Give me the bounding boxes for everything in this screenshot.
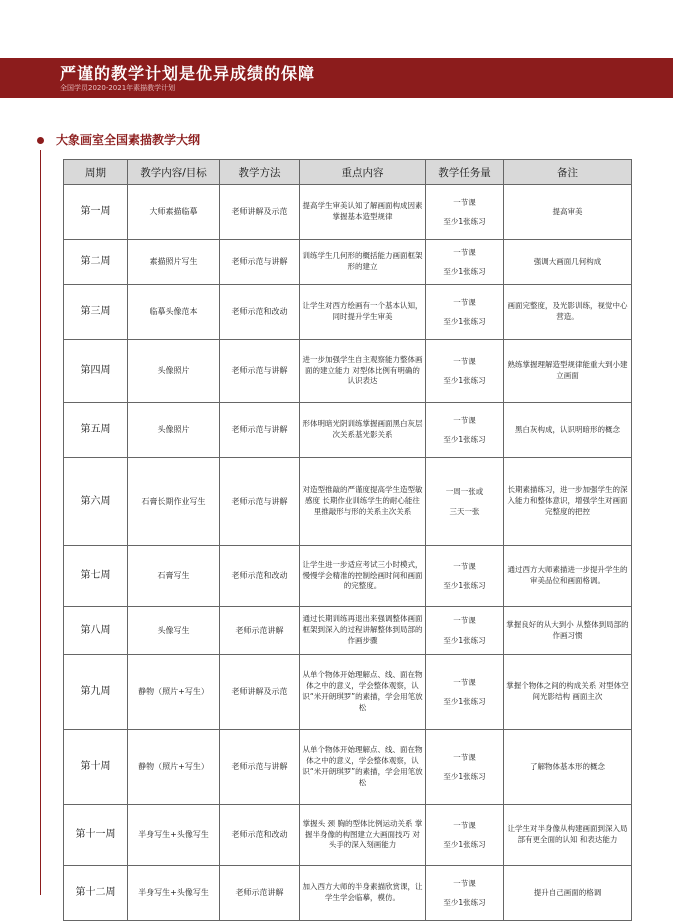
week-cell: 第一周 (64, 185, 128, 240)
focus-cell: 从单个物体开始理解点、线、面在物体之中的意义，学会整体观察，认识“米开朗琪罗”的素描，学会用笔放松 (300, 655, 426, 730)
content-cell: 大师素描临摹 (128, 185, 220, 240)
header-task: 教学任务量 (426, 160, 504, 185)
note-cell: 掌握个物体之间的构成关系 对型体空间光影结构 画面主次 (504, 655, 632, 730)
task-line: 至少1张练习 (443, 635, 486, 645)
content-cell: 头像照片 (128, 340, 220, 403)
week-cell: 第九周 (64, 655, 128, 730)
section-bullet-icon (37, 137, 44, 144)
method-cell: 老师示范与讲解 (220, 730, 300, 805)
week-cell: 第五周 (64, 403, 128, 458)
focus-cell: 从单个物体开始理解点、线、面在物体之中的意义，学会整体观察，认识“米开朗琪罗”的素描，学会用笔放松 (300, 730, 426, 805)
task-line: 至少1张练习 (443, 772, 486, 781)
note-cell: 长期素描练习，进一步加强学生的深入能力和整体意识，增强学生对画面完整度的把控 (504, 458, 632, 546)
method-cell: 老师示范讲解 (220, 866, 300, 921)
method-cell: 老师示范与讲解 (220, 340, 300, 403)
header-method: 教学方法 (220, 160, 300, 185)
task-cell (426, 285, 504, 340)
task-line: 一节课 (453, 297, 476, 307)
table-row (64, 285, 632, 340)
table-row (64, 655, 632, 730)
method-cell: 老师示范和改动 (220, 805, 300, 866)
table-row (64, 730, 632, 805)
method-cell: 老师示范和改动 (220, 546, 300, 607)
task-cell (426, 403, 504, 458)
task-cell (426, 655, 504, 730)
content-cell: 素描照片写生 (128, 240, 220, 285)
header-note: 备注 (504, 160, 632, 185)
task-line: 至少1张练习 (443, 840, 486, 849)
focus-cell: 进一步加强学生自主观察能力整体画面的建立能力 对型体比例有明确的认识表达 (300, 340, 426, 403)
table-row (64, 403, 632, 458)
content-cell: 头像照片 (128, 403, 220, 458)
banner-title: 严谨的教学计划是优异成绩的保障 (60, 64, 316, 83)
task-cell (426, 866, 504, 921)
task-line: 至少1张练习 (443, 267, 486, 276)
content-cell: 静物（照片+写生） (128, 730, 220, 805)
method-cell: 老师示范和改动 (220, 285, 300, 340)
task-cell (426, 240, 504, 285)
focus-cell: 加入西方大师的半身素描欣赏课，让学生学会临摹，模仿。 (300, 866, 426, 921)
task-line: 至少1张练习 (443, 581, 486, 590)
week-cell: 第十二周 (64, 866, 128, 921)
focus-cell: 让学生进一步适应考试三小时模式，慢慢学会精准的控制绘画时间和画面的完整度。 (300, 546, 426, 607)
week-cell: 第二周 (64, 240, 128, 285)
task-line: 一节课 (453, 197, 476, 207)
task-cell (426, 546, 504, 607)
note-cell: 提高审美 (504, 185, 632, 240)
section-title: 大象画室全国素描教学大纲 (56, 133, 201, 147)
table-row (64, 805, 632, 866)
header-content: 教学内容/目标 (128, 160, 220, 185)
note-cell: 让学生对半身像从构建画面到深入局部有更全面的认知 和表达能力 (504, 805, 632, 866)
table-row (64, 866, 632, 921)
week-cell: 第八周 (64, 607, 128, 655)
task-line: 一周一张或 (445, 487, 484, 496)
task-line: 至少1张练习 (443, 376, 486, 385)
timeline-line (40, 150, 41, 895)
task-line: 至少1张练习 (443, 898, 486, 907)
content-cell: 石膏长期作业写生 (128, 458, 220, 546)
method-cell: 老师讲解及示范 (220, 655, 300, 730)
task-line: 至少1张练习 (443, 317, 486, 326)
task-cell (426, 340, 504, 403)
task-line: 一节课 (453, 677, 476, 687)
task-line: 一节课 (453, 247, 476, 257)
focus-cell: 掌握头 颈 胸的型体比例运动关系 掌握半身像的构图建立大画面技巧 对头手的深入刻画能力 (300, 805, 426, 866)
task-line: 至少1张练习 (443, 435, 486, 444)
week-cell: 第三周 (64, 285, 128, 340)
focus-cell: 形体明暗光阴训练掌握画面黑白灰层次关系基光影关系 (300, 403, 426, 458)
note-cell: 掌握良好的从大到小 从整体到局部的作画习惯 (504, 607, 632, 655)
task-line: 一节课 (453, 561, 476, 571)
task-line: 一节课 (453, 415, 476, 425)
week-cell: 第十周 (64, 730, 128, 805)
table-row (64, 458, 632, 546)
focus-cell: 提高学生审美认知了解画面构成因素掌握基本造型规律 (300, 185, 426, 240)
week-cell: 第七周 (64, 546, 128, 607)
note-cell: 了解物体基本形的概念 (504, 730, 632, 805)
note-cell: 熟练掌握理解造型规律能重大到小建立画面 (504, 340, 632, 403)
week-cell: 第四周 (64, 340, 128, 403)
method-cell: 老师示范与讲解 (220, 240, 300, 285)
task-cell (426, 458, 504, 546)
task-line: 一节课 (453, 820, 476, 830)
table-row (64, 185, 632, 240)
content-cell: 半身写生+头像写生 (128, 866, 220, 921)
task-line: 至少1张练习 (443, 697, 486, 706)
task-cell (426, 185, 504, 240)
syllabus-table (63, 159, 632, 921)
note-cell: 强调大画面几何构成 (504, 240, 632, 285)
header-week: 周期 (64, 160, 128, 185)
note-cell: 提升自己画面的格调 (504, 866, 632, 921)
task-line: 一节课 (453, 616, 476, 625)
task-cell (426, 607, 504, 655)
content-cell: 静物（照片+写生） (128, 655, 220, 730)
table-row (64, 607, 632, 655)
task-line: 一节课 (453, 356, 476, 366)
header-focus: 重点内容 (300, 160, 426, 185)
focus-cell: 通过长期训练再退出来强调整体画面框架到深入的过程讲解整体到局部的作画步骤 (300, 607, 426, 655)
content-cell: 临摹头像范本 (128, 285, 220, 340)
focus-cell: 对造型推敲的严谨度提高学生造型敏感度 长期作业训练学生的耐心能往里推敲形与形的关系主次关系 (300, 458, 426, 546)
task-line: 至少1张练习 (443, 217, 486, 226)
content-cell: 石膏写生 (128, 546, 220, 607)
content-cell: 头像写生 (128, 607, 220, 655)
week-cell: 第六周 (64, 458, 128, 546)
header-banner (0, 58, 673, 98)
focus-cell: 让学生对西方绘画有一个基本认知，同时提升学生审美 (300, 285, 426, 340)
table-row (64, 240, 632, 285)
table-row (64, 546, 632, 607)
note-cell: 画面完整度，及光影训练，视觉中心营造。 (504, 285, 632, 340)
method-cell: 老师示范与讲解 (220, 403, 300, 458)
week-cell: 第十一周 (64, 805, 128, 866)
note-cell: 黑白灰构成，认识明暗形的概念 (504, 403, 632, 458)
method-cell: 老师示范与讲解 (220, 458, 300, 546)
note-cell: 通过西方大师素描进一步提升学生的审美品位和画面格调。 (504, 546, 632, 607)
task-line: 一节课 (453, 752, 476, 762)
task-cell (426, 730, 504, 805)
banner-subtitle: 全国学员2020-2021年素描教学计划 (60, 84, 176, 92)
table-header-row (64, 160, 632, 185)
table-row (64, 340, 632, 403)
focus-cell: 训练学生几何形的概括能力画面框架形的建立 (300, 240, 426, 285)
method-cell: 老师示范讲解 (220, 607, 300, 655)
task-line: 三天一张 (449, 506, 480, 516)
method-cell: 老师讲解及示范 (220, 185, 300, 240)
task-cell (426, 805, 504, 866)
task-line: 一节课 (453, 878, 476, 888)
content-cell: 半身写生+头像写生 (128, 805, 220, 866)
